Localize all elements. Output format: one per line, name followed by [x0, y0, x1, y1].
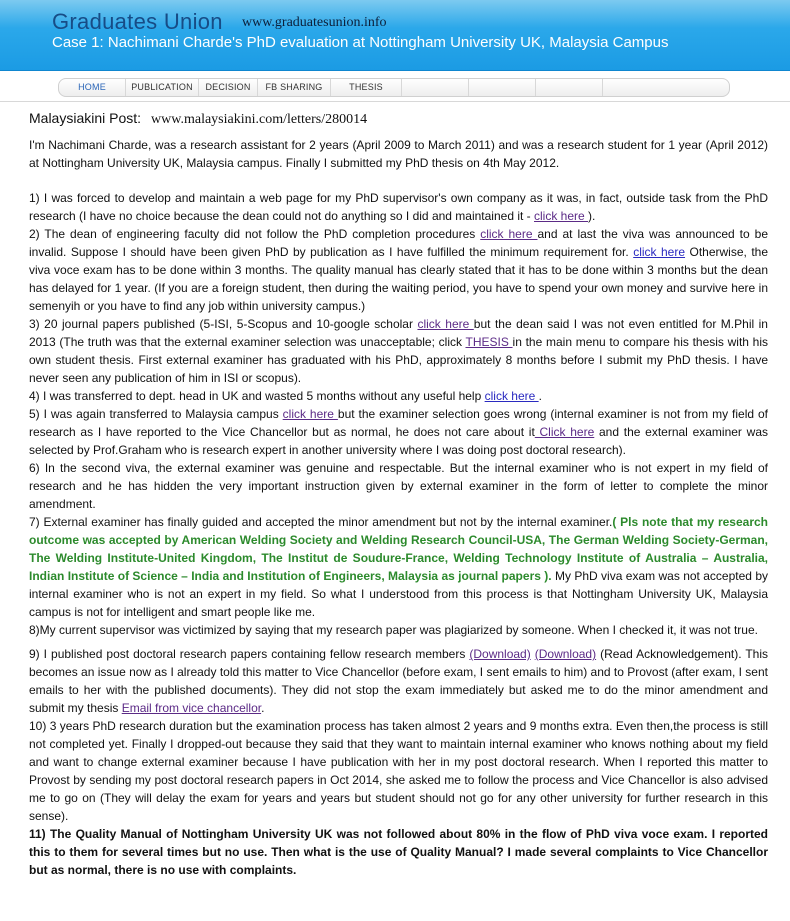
point-9-end: . [261, 701, 265, 715]
case-title: Case 1: Nachimani Charde's PhD evaluation at Nottingham University UK, Malaysia Campus [52, 34, 669, 51]
site-title: Graduates Union [52, 9, 223, 34]
download-link[interactable]: (Download) [469, 647, 531, 661]
nav-empty-slot [603, 79, 669, 96]
point-9 [29, 645, 768, 717]
nav-empty-slot [469, 79, 536, 96]
point-1 [29, 189, 768, 225]
intro-paragraph: I'm Nachimani Charde, was a research assistant for 2 years (April 2009 to March 2011) and was a research student for 1 year (April 2012) at Nottingham University UK, Malaysia campus. Finally I submitted my PhD thesis on 4th May 2012. [29, 138, 768, 170]
point-3-text: but the dean said I was not even entitled for M.Phil in 2013 (The truth was that the external examiner selection was unacceptable; click [29, 317, 768, 349]
post-reference [29, 110, 768, 132]
point-4-text: 4) I was transferred to dept. head in UK and wasted 5 months without any useful help [29, 389, 485, 403]
nav-decision[interactable]: DECISION [199, 79, 258, 96]
thesis-link[interactable]: THESIS [465, 335, 513, 349]
nav-fb-sharing[interactable]: FB SHARING [258, 79, 331, 96]
click-here-link[interactable]: click here [534, 209, 589, 223]
point-1-text: 1) I was forced to develop and maintain a web page for my PhD supervisor's own company as it was, in fact, outside task from the PhD research (I have no choice because the dean could not do anything so I did and maintained it - [29, 191, 768, 223]
point-11: 11) The Quality Manual of Nottingham University UK was not followed about 80% in the flow of PhD viva voce exam. I reported this to them for several times but no use. Then what is the use of Quality Manual? I made several complaints to Vice Chancellor but as normal, there is no use with complaints. [29, 827, 768, 877]
point-8: 8)My current supervisor was victimized by saying that my research paper was plagiarized by someone. When I checked it, it was not true. [29, 623, 758, 637]
point-4 [29, 387, 768, 405]
point-6: 6) In the second viva, the external examiner was genuine and respectable. But the internal examiner who is not expert in my field of research and he has hidden the very important instruction given by external examiner in the form of letter to complete the minor amendment. [29, 461, 768, 511]
point-7-text: My PhD viva exam was not accepted by internal examiner who is not an expert in my field. So what I understood from this process is that Nottingham University UK, Malaysia campus is not for intelligent and smart people like me. [29, 569, 768, 619]
point-4-end: . [538, 389, 542, 403]
point-2 [29, 225, 768, 315]
point-3-text: 3) 20 journal papers published (5-ISI, 5-Scopus and 10-google scholar [29, 317, 418, 331]
article-body [29, 136, 768, 879]
click-here-link[interactable]: click here [480, 227, 538, 241]
point-10: 10) 3 years PhD research duration but the examination process has taken almost 2 years and 9 months extra. Even then,the process is still not completed yet. Finally I dropped-out because they said that they want to maintain internal examiner who knows nothing about my field and want to change external examiner because I have publication with her in my post doctoral research. When I reported this matter to Provost by sending my post doctoral research papers in Oct 2014, she asked me to follow the process and Vice Chancellor is also advised me to go on (They will delay the exam for years and years but student should not go for any other university for further research in this sense). [29, 719, 768, 823]
point-9-text: 9) I published post doctoral research papers containing fellow research members [29, 647, 470, 661]
point-5-text: 5) I was again transferred to Malaysia campus [29, 407, 283, 421]
main-menu [58, 78, 730, 97]
nav-empty-slot [402, 79, 469, 96]
point-9-text: (Read Acknowledgement). This becomes an issue now as I already told this matter to Vice Chancellor (before exam, I sent emails to him) and to Provost (after exam, I sent emails to her with the published documents). They did not stop the exam immediately but asked me to do the minor amendment and submit my thesis [29, 647, 768, 715]
post-url: www.malaysiakini.com/letters/280014 [151, 112, 368, 127]
click-here-link[interactable]: click here [484, 389, 539, 403]
click-here-link[interactable]: click here [282, 407, 338, 421]
nav-publication[interactable]: PUBLICATION [126, 79, 199, 96]
nav-home[interactable]: HOME [59, 79, 126, 96]
point-3-text: in the main menu to compare his thesis with his own student thesis. First external examiner has graduated with his PhD, approximately 8 months before I submit my PhD thesis. I have never seen any publication of him in ISI or scopus). [29, 335, 769, 385]
click-here-link[interactable]: click here [633, 245, 686, 259]
site-header [0, 0, 790, 71]
article-content [0, 110, 790, 879]
recognition-note: ( Pls note that my research outcome was accepted by American Welding Society and Welding Research Council-USA, The German Welding Society-German, The Welding Institute-United Kingdom, The Institut de Soudure-France, Welding Technology Institute of Australia – Australia, Indian Institute of Science – India and Institution of Engineers, Malaysia as journal papers ). [29, 515, 768, 583]
site-url: www.graduatesunion.info [242, 15, 387, 30]
click-here-link[interactable]: Click here [534, 425, 595, 439]
point-2-text: 2) The dean of engineering faculty did not follow the PhD completion procedures [29, 227, 481, 241]
point-7 [29, 513, 768, 621]
nav-empty-slot [536, 79, 603, 96]
point-3 [29, 315, 768, 387]
post-label: Malaysiakini Post: [29, 110, 142, 126]
navigation-bar-container [0, 71, 790, 102]
point-1-end: ). [588, 209, 596, 223]
download-link[interactable]: (Download) [534, 647, 597, 661]
point-2-text: and at last the viva was announced to be invalid. Suppose I should have been given PhD by publication as I have fulfilled the minimum requirement for. [29, 227, 769, 259]
point-5-text: but the examiner selection goes wrong (internal examiner is not from my field of research as I have reported to the Vice Chancellor but as normal, he does not care about it [29, 407, 768, 439]
point-2-text: Otherwise, the viva voce exam has to be done within 3 months. The quality manual has clearly stated that it has to be done within 3 months but the dean has delayed for 1 year. (If you are a foreign student, then during the waiting period, you have to spend your own money and survive here in semenyih or you have to find any job within university campus.) [29, 245, 769, 313]
nav-thesis[interactable]: THESIS [331, 79, 402, 96]
email-vice-chancellor-link[interactable]: Email from vice chancellor [121, 701, 262, 715]
click-here-link[interactable]: click here [417, 317, 474, 331]
point-7-text: 7) External examiner has finally guided and accepted the minor amendment but not by the internal examiner. [29, 515, 613, 529]
point-5 [29, 405, 768, 459]
point-5-text: and the external examiner was selected by Prof.Graham who is research expert in another university where I was doing post doctoral research). [29, 425, 768, 457]
